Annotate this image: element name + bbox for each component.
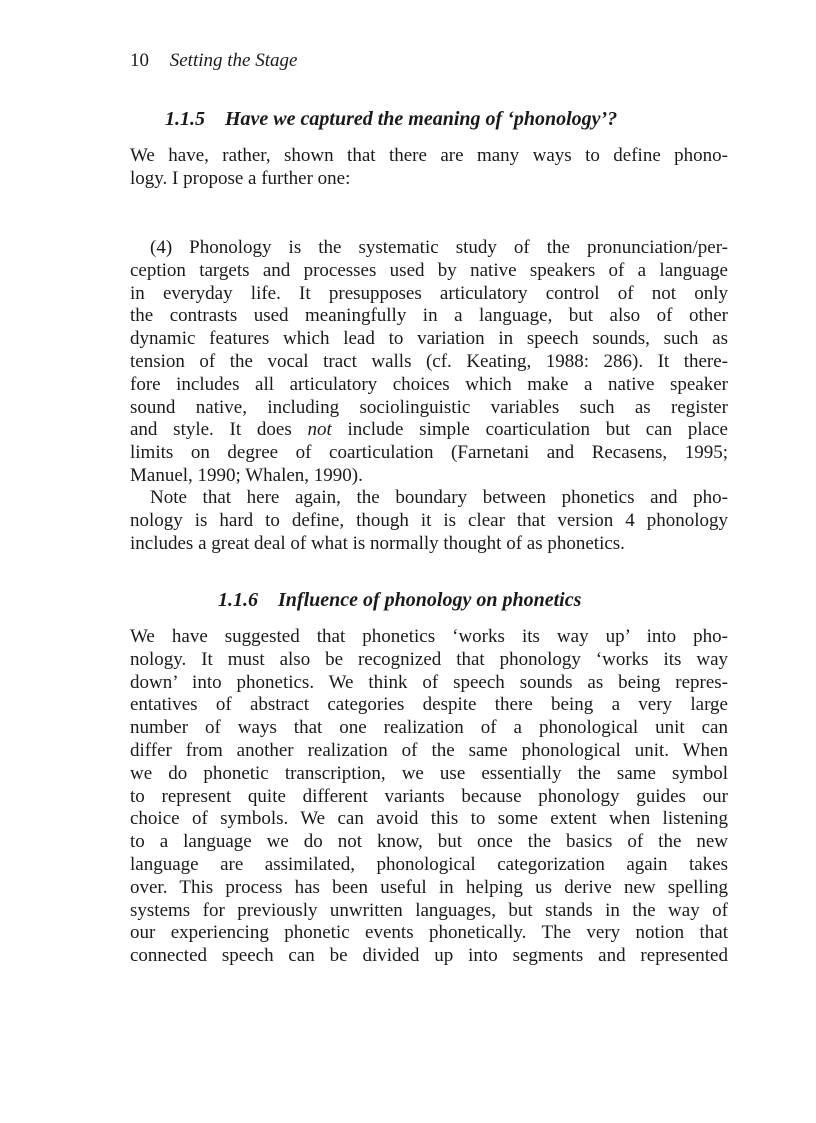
text-line: Note that here again, the boundary between phonetics and pho- — [150, 487, 728, 508]
section-number: 1.1.5 — [165, 108, 205, 130]
emphasis-text: not — [307, 419, 332, 441]
text-line: limits on degree of coarticulation (Farnetani and Recasens, 1995; — [130, 442, 728, 464]
section-title: Have we captured the meaning of ‘phonology’? — [225, 108, 618, 130]
text-line: (4) Phonology is the systematic study of the pronunciation/per- — [150, 237, 728, 258]
text-line: our experiencing phonetic events phonetically. The very notion that — [130, 922, 728, 944]
paragraph-influence — [130, 626, 728, 968]
text-line: to a language we do not know, but once the basics of the new — [130, 831, 728, 853]
section-number: 1.1.6 — [218, 589, 258, 611]
section-heading-1-1-5 — [165, 108, 617, 131]
text-line: nology. It must also be recognized that phonology ‘works its way — [130, 648, 728, 670]
text-line — [130, 419, 728, 442]
text-line: down’ into phonetics. We think of speech sounds as being repres- — [130, 671, 728, 693]
text-line: connected speech can be divided up into segments and represented — [130, 945, 728, 967]
text-line: to represent quite different variants because phonology guides our — [130, 785, 728, 807]
text-line: sound native, including sociolinguistic variables such as register — [130, 396, 728, 418]
text-line: over. This process has been useful in helping us derive new spelling — [130, 876, 728, 898]
definition-block — [130, 237, 728, 488]
text-line: dynamic features which lead to variation in speech sounds, such as — [130, 328, 728, 350]
text-segment: include simple coarticulation but can place — [331, 419, 728, 441]
text-line: we do phonetic transcription, we use essentially the same symbol — [130, 762, 728, 784]
paragraph-note — [130, 487, 728, 555]
text-line: differ from another realization of the same phonological unit. When — [130, 739, 728, 761]
text-line: nology is hard to define, though it is clear that version 4 phonology — [130, 509, 728, 531]
text-line: in everyday life. It presupposes articulatory control of not only — [130, 282, 728, 304]
text-line: entatives of abstract categories despite there being a very large — [130, 694, 728, 716]
text-line: systems for previously unwritten languages, but stands in the way of — [130, 899, 728, 921]
running-head — [130, 50, 297, 72]
paragraph-intro — [130, 145, 728, 191]
text-line: language are assimilated, phonological categorization again takes — [130, 853, 728, 875]
text-line: choice of symbols. We can avoid this to some extent when listening — [130, 808, 728, 830]
page-number: 10 — [130, 50, 149, 71]
text-line: tension of the vocal tract walls (cf. Keating, 1988: 286). It there- — [130, 350, 728, 372]
section-title: Influence of phonology on phonetics — [278, 589, 582, 611]
text-line: We have, rather, shown that there are many ways to define phono- — [130, 145, 728, 166]
text-line: number of ways that one realization of a phonological unit can — [130, 717, 728, 739]
text-line: fore includes all articulatory choices which make a native speaker — [130, 373, 728, 395]
text-line: includes a great deal of what is normally thought of as phonetics. — [130, 532, 625, 554]
text-line: Manuel, 1990; Whalen, 1990). — [130, 464, 363, 486]
text-line: the contrasts used meaningfully in a language, but also of other — [130, 305, 728, 327]
text-line: ception targets and processes used by native speakers of a language — [130, 259, 728, 281]
section-heading-1-1-6 — [218, 589, 581, 612]
text-line: logy. I propose a further one: — [130, 167, 351, 189]
running-head-title: Setting the Stage — [169, 50, 298, 71]
text-line: We have suggested that phonetics ‘works its way up’ into pho- — [130, 626, 728, 647]
text-segment: and style. It does — [130, 419, 308, 441]
